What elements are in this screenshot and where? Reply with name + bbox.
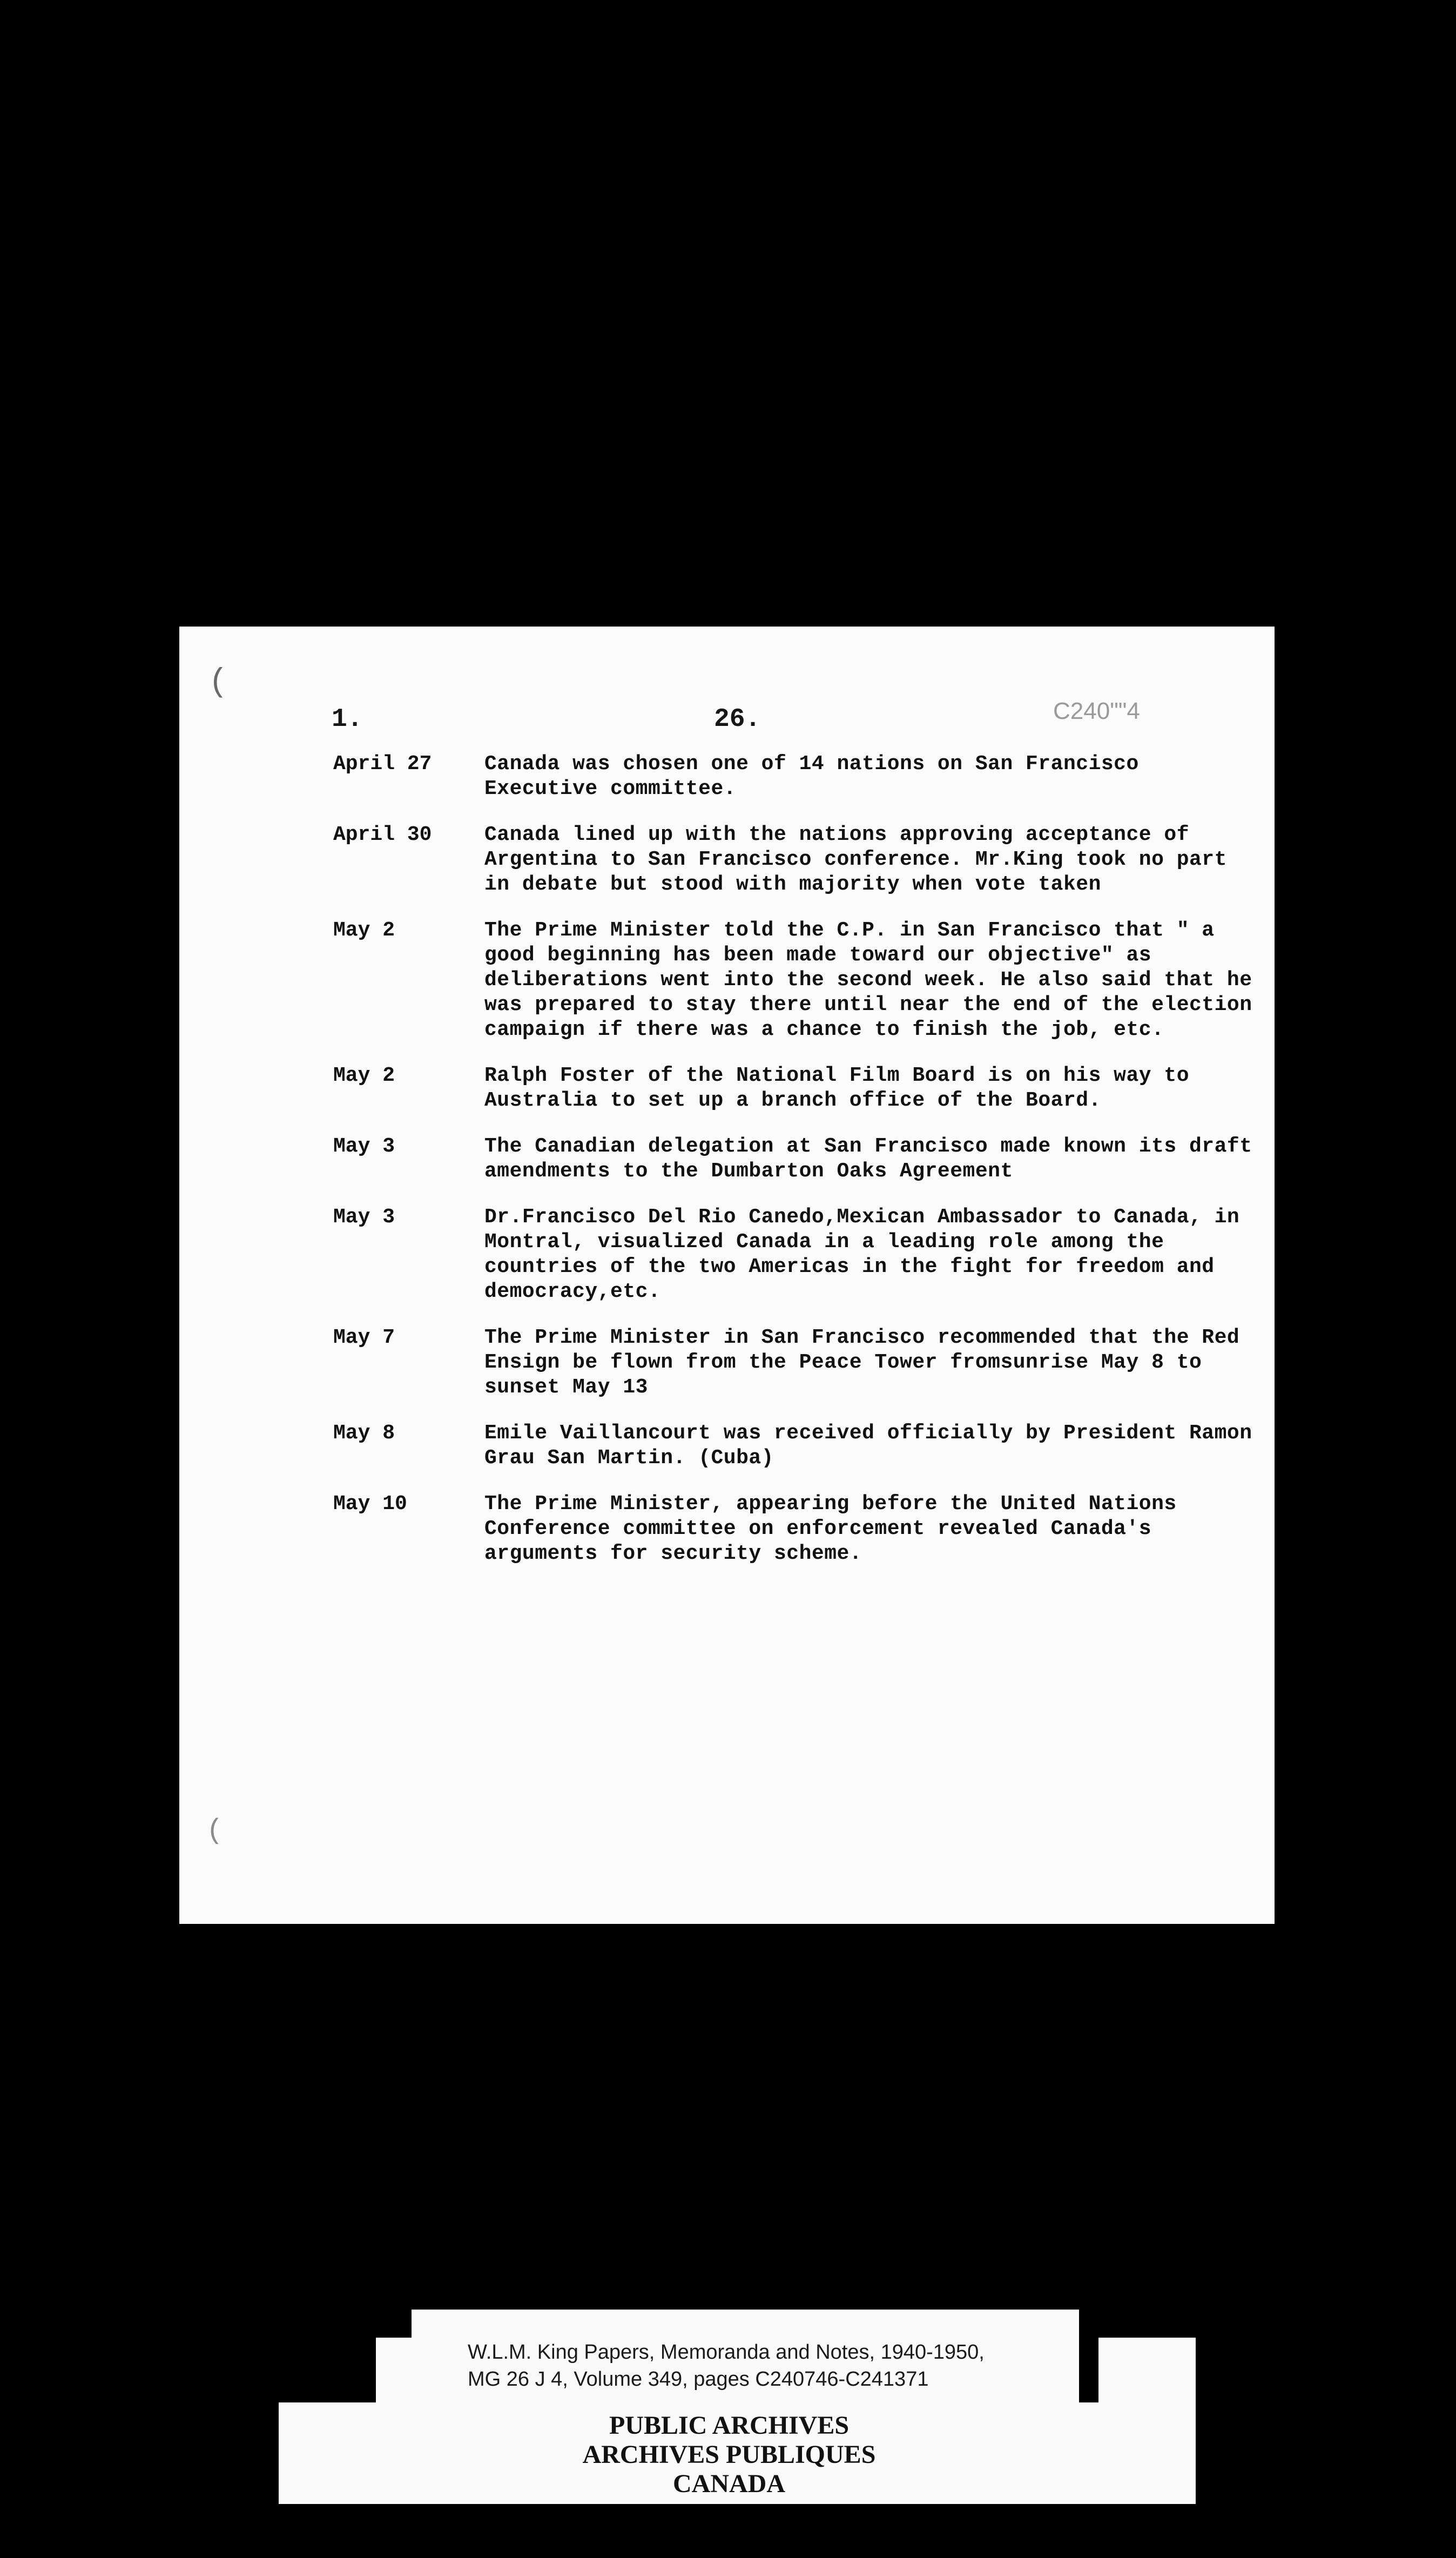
entry-date: May 3	[333, 1206, 395, 1229]
label-notch-left	[279, 2338, 376, 2402]
archives-english: PUBLIC ARCHIVES	[609, 2411, 850, 2440]
chronology-entries	[333, 752, 1262, 1587]
center-page-number: 26.	[714, 705, 761, 734]
entry	[333, 1325, 1262, 1400]
entry-text: The Prime Minister told the C.P. in San Francisco that " a good beginning has been made toward our objective" as deliberations went into the second week. He also said that he was prepared to stay there until near the end of the election campaign if there was a chance to finish the job, etc.	[484, 919, 1252, 1041]
entry-text: The Prime Minister in San Francisco recommended that the Red Ensign be flown from the Peace Tower fromsunrise May 8 to sunset May 13	[484, 1326, 1240, 1399]
entry	[333, 1492, 1262, 1566]
label-notch-right	[1079, 2338, 1098, 2402]
entry-date: April 30	[333, 823, 432, 846]
entry-text: Canada was chosen one of 14 nations on San Francisco Executive committee.	[484, 752, 1139, 800]
citation-text	[468, 2339, 1073, 2393]
entry-text: Emile Vaillancourt was received officially by President Ramon Grau San Martin. (Cuba)	[484, 1422, 1252, 1470]
entry-date: April 27	[333, 752, 432, 776]
entry-text: Dr.Francisco Del Rio Canedo,Mexican Ambassador to Canada, in Montral, visualized Canada in a leading role among the countries of the two Americas in the fight for freedom and democracy,etc.	[484, 1206, 1240, 1303]
citation-line: MG 26 J 4, Volume 349, pages C240746-C241371	[468, 2368, 929, 2391]
punch-mark-top: (	[208, 664, 228, 701]
archives-stamp	[486, 2411, 972, 2499]
entry	[333, 918, 1262, 1042]
entry-date: May 8	[333, 1422, 395, 1445]
entry	[333, 752, 1262, 802]
document-page	[179, 627, 1275, 1924]
punch-mark-bottom: (	[206, 1815, 224, 1847]
page-number: 1.	[332, 705, 363, 734]
entry-date: May 2	[333, 1064, 395, 1087]
entry	[333, 823, 1262, 897]
archives-country: CANADA	[673, 2469, 785, 2498]
citation-line: W.L.M. King Papers, Memoranda and Notes, 1940-1950,	[468, 2341, 985, 2364]
entry-date: May 10	[333, 1492, 407, 1516]
entry	[333, 1134, 1262, 1184]
entry-text: The Canadian delegation at San Francisco made known its draft amendments to the Dumbarton Oaks Agreement	[484, 1135, 1252, 1183]
entry-text: Canada lined up with the nations approving acceptance of Argentina to San Francisco conference. Mr.King took no part in debate but stood with majority when vote taken	[484, 823, 1227, 896]
entry-date: May 3	[333, 1135, 395, 1158]
archives-french: ARCHIVES PUBLIQUES	[582, 2440, 876, 2469]
archive-stamp: C240""4	[1053, 698, 1140, 724]
entry-date: May 2	[333, 919, 395, 942]
entry-date: May 7	[333, 1326, 395, 1349]
entry-text: The Prime Minister, appearing before the United Nations Conference committee on enforcement revealed Canada's arguments for security scheme.	[484, 1492, 1177, 1565]
entry	[333, 1421, 1262, 1471]
entry-text: Ralph Foster of the National Film Board is on his way to Australia to set up a branch office of the Board.	[484, 1064, 1190, 1112]
entry	[333, 1205, 1262, 1304]
entry	[333, 1063, 1262, 1113]
